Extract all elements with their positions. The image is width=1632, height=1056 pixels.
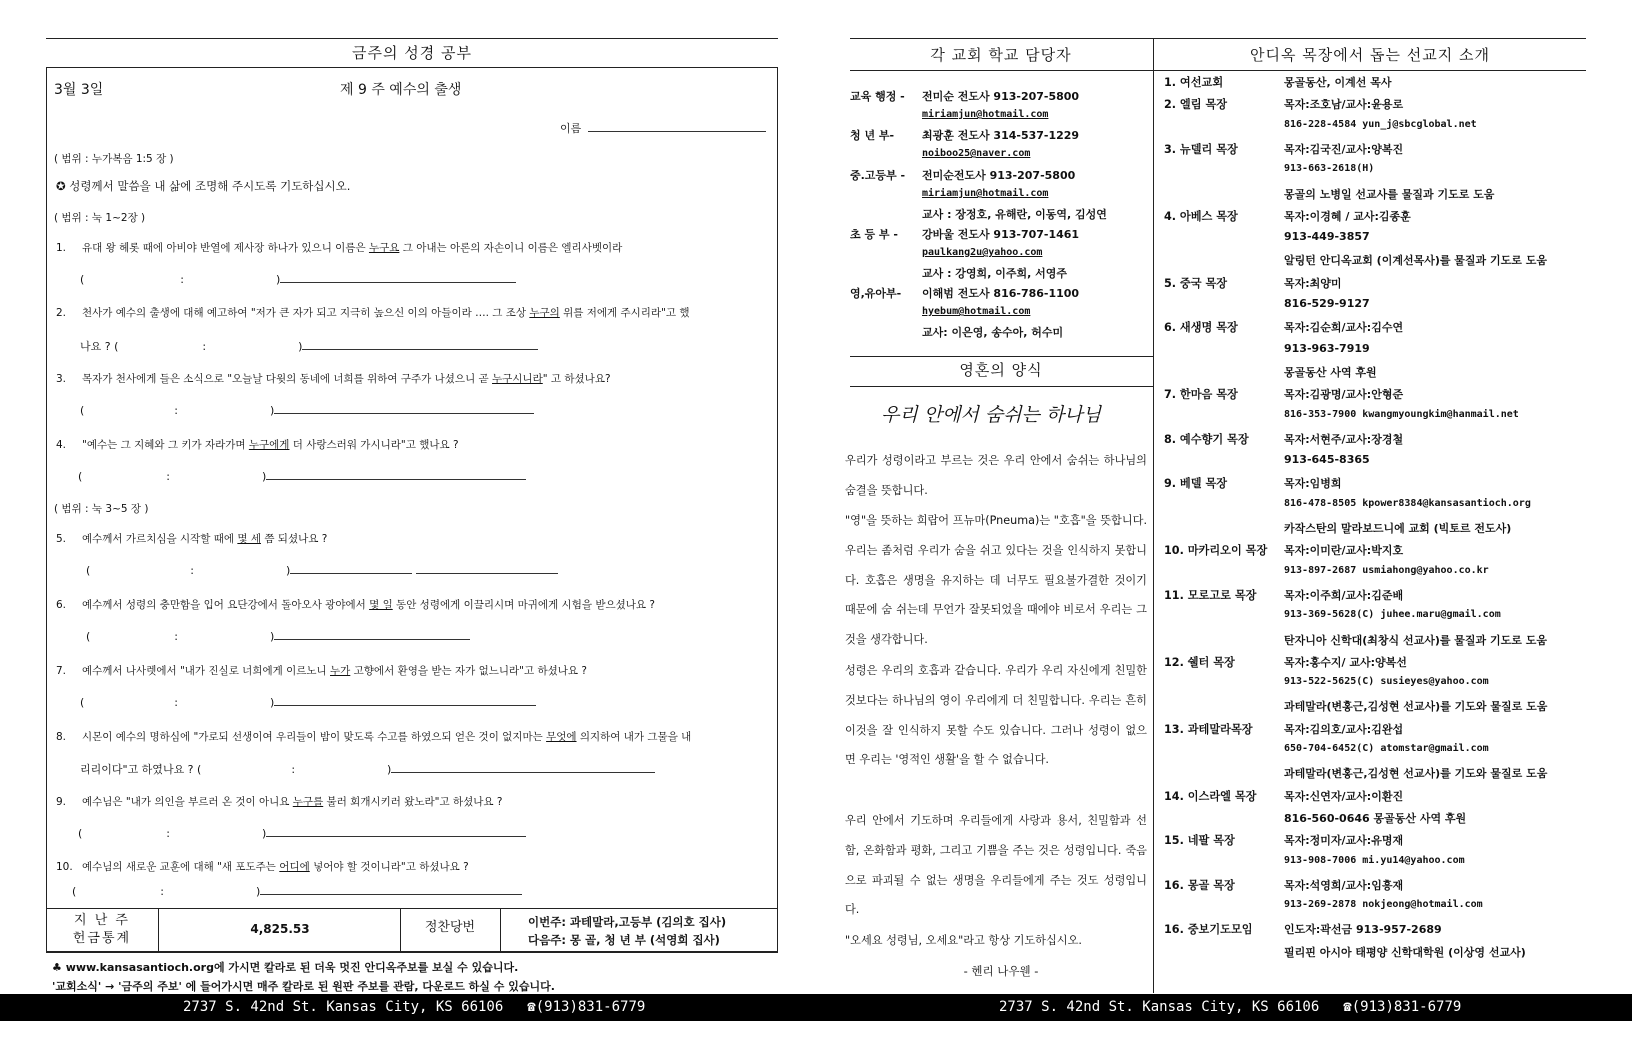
staff-email-highschool[interactable]: miriamjun@hotmail.com bbox=[922, 188, 1049, 199]
answer-8[interactable]: 리리이다"고 하였나요 ? ( : ) bbox=[80, 761, 655, 777]
website-note-1: ♣ www.kansasantioch.org에 가시면 칼라로 된 더욱 멋진 안디옥주보를 보실 수 있습니다. bbox=[52, 961, 519, 974]
lesson-title: 제 9 주 예수의 출생 bbox=[340, 82, 462, 98]
mission-detail: 알링턴 안디옥교회 (이계선목사)를 물질과 기도로 도움 bbox=[1284, 254, 1547, 268]
mission-name: 5. 중국 목장 bbox=[1164, 276, 1228, 290]
question-3: 3. 목자가 천사에게 들은 소식으로 "오늘날 다윗의 동네에 너희를 위하여 구주가 나셨으니 곧 누구시니라" 고 하셨나요? bbox=[56, 373, 611, 385]
question-9: 9. 예수님은 "내가 의인을 부르러 온 것이 아니요 누구를 불러 회개시키러 왔노라"고 하셨나요 ? bbox=[56, 796, 503, 808]
mission-detail: 몽골동산 사역 후원 bbox=[1284, 365, 1377, 379]
devotion-paragraph-4: 우리 안에서 기도하며 우리들에게 사랑과 용서, 친밀함과 선함, 온화함과 평화, 그리고 기쁨을 주는 것은 성령입니다. 죽음으로 파괴될 수 없는 생명을 우리들에게 주는 것도 성령입니다. bbox=[845, 814, 1147, 917]
answer-7[interactable]: ( : ) bbox=[80, 695, 536, 709]
mission-name: 11. 모로고로 목장 bbox=[1164, 588, 1257, 602]
staff-header: 각 교회 학교 담당자 bbox=[930, 46, 1072, 64]
staff-teachers-elementary: 교사 : 강영희, 이주희, 서영주 bbox=[922, 267, 1067, 280]
lesson-date: 3월 3일 bbox=[54, 82, 104, 98]
mission-detail: 목자:신연자/교사:이환진 bbox=[1284, 789, 1404, 803]
phone-left: ☎(913)831-6779 bbox=[527, 999, 646, 1015]
mission-detail[interactable]: 650-704-6452(C) atomstar@gmail.com bbox=[1284, 743, 1489, 754]
question-10: 10. 예수님의 새로운 교훈에 대해 "새 포도주는 어디에 넣어야 할 것이니라"고 하셨나요 ? bbox=[56, 861, 469, 873]
mission-detail: 목자:이주희/교사:김준배 bbox=[1284, 588, 1404, 602]
answer-9[interactable]: ( : ) bbox=[78, 826, 526, 840]
answer-5[interactable]: ( : ) bbox=[86, 563, 558, 577]
website-note-2: '교회소식' → '금주의 주보' 에 들어가시면 매주 칼라로 된 원판 주보를 관람, 다운로드 하실 수 있습니다. bbox=[52, 980, 555, 993]
devotion-author: - 헨리 나우웬 - bbox=[963, 964, 1039, 978]
staff-row-youth: 청 년 부- 최광훈 전도사 314-537-1229 bbox=[850, 129, 1080, 142]
mission-detail: 913-663-2618(H) bbox=[1284, 163, 1375, 175]
left-top-rule bbox=[46, 38, 778, 39]
mission-detail: 목자:홍수지/ 교사:양복선 bbox=[1284, 655, 1407, 669]
mission-detail[interactable]: 913-522-5625(C) susieyes@yahoo.com bbox=[1284, 676, 1489, 688]
staff-teachers-highschool: 교사 : 장정호, 유해란, 이동역, 김성연 bbox=[922, 208, 1107, 221]
answer-3[interactable]: ( : ) bbox=[80, 403, 534, 417]
mission-detail: 목자:조호남/교사:윤용로 bbox=[1284, 98, 1404, 112]
address-left: 2737 S. 42nd St. Kansas City, KS 66106 ☎(913)831-6779 bbox=[183, 999, 646, 1015]
mission-name: 1. 여선교회 bbox=[1164, 76, 1224, 89]
question-1: 1. 유대 왕 헤롯 때에 아비야 반열에 제사장 하나가 있으니 이름은 누구요 그 아내는 아론의 자손이니 이름은 엘리사벳이라 bbox=[56, 242, 623, 254]
website-note bbox=[52, 958, 555, 996]
mission-name: 15. 네팔 목장 bbox=[1164, 834, 1235, 848]
staff-email-admin[interactable]: miriamjun@hotmail.com bbox=[922, 109, 1049, 120]
bible-study-box bbox=[46, 67, 778, 952]
mission-detail: 몽골동산, 이계선 목사 bbox=[1284, 76, 1392, 89]
devotion-header: 영혼의 양식 bbox=[959, 361, 1043, 379]
bible-study-header: 금주의 성경 공부 bbox=[352, 44, 472, 62]
question-8: 8. 시몬이 예수의 명하심에 "가로되 선생이여 우리들이 밤이 맞도록 수고를 하였으되 얻은 것이 없지마는 무엇에 의지하여 내가 그물을 내 bbox=[56, 731, 692, 743]
staff-row-infant: 영,유아부- 이해범 전도사 816-786-1100 bbox=[850, 287, 1080, 300]
staff-email-elementary[interactable]: paulkang2u@yahoo.com bbox=[922, 247, 1043, 258]
mission-detail: 목자:석영희/교사:임흥재 bbox=[1284, 878, 1404, 892]
staff-row-admin: 교육 행정 - 전미순 전도사 913-207-5800 bbox=[850, 90, 1080, 103]
mission-detail[interactable]: 913-369-5628(C) juhee.maru@gmail.com bbox=[1284, 609, 1501, 621]
mission-detail: 목자:김광명/교사:안형준 bbox=[1284, 388, 1404, 402]
staff-row-elementary: 초 등 부 - 강바울 전도사 913-707-1461 bbox=[850, 228, 1080, 241]
devotion-paragraph-2: "영"을 뜻하는 희랍어 프뉴마(Pneuma)는 "호흡"을 뜻합니다. 우리는 좀처럼 우리가 숨을 쉬고 있다는 것을 인식하지 못합니다. 호흡은 생명을 유지하는 데 너무도 필요불가결한 것이기 때문에 숨 쉬는데 무언가 잘못되었을 때에야 비로서 우리는 그것을 생각합니다. bbox=[845, 514, 1147, 647]
mission-name: 8. 예수향기 목장 bbox=[1164, 432, 1249, 446]
prayer-text: 성령께서 말씀을 내 삶에 조명해 주시도록 기도하십시오. bbox=[69, 179, 351, 193]
mission-detail: 과테말라(변홍근,김성현 선교사)를 기도와 물질로 도움 bbox=[1284, 767, 1548, 781]
devotion-paragraph-3: 성령은 우리의 호흡과 같습니다. 우리가 우리 자신에게 친밀한 것보다는 하나님의 영이 우리에게 더 친밀합니다. 우리는 흔히 이것을 잘 인식하지 못할 수도 있습니다. 그러나 성령이 없으면 우리는 '영적인 생활'을 할 수 없습니다. bbox=[845, 664, 1147, 767]
devotion-top-rule bbox=[850, 356, 1153, 357]
question-5: 5. 예수께서 가르치심을 시작할 때에 몇 세 쯤 되셨나요 ? bbox=[56, 533, 328, 545]
mission-detail: 카작스탄의 말라보드니에 교회 (빅토르 전도사) bbox=[1284, 522, 1512, 535]
mission-detail: 목자:임병희 bbox=[1284, 477, 1342, 491]
devotion-paragraph-5: "오세요 성령님, 오세요"라고 항상 기도하십시오. bbox=[845, 934, 1082, 947]
devotion-header-rule bbox=[850, 386, 1153, 387]
mission-name: 14. 이스라엘 목장 bbox=[1164, 789, 1257, 803]
mission-detail[interactable]: 816-353-7900 kwangmyoungkim@hanmail.net bbox=[1284, 408, 1519, 420]
range-2: ( 범위 : 눅 3~5 장 ) bbox=[54, 503, 149, 515]
name-field[interactable] bbox=[588, 131, 766, 132]
question-4: 4. "예수는 그 지혜와 그 키가 자라가며 누구에게 더 사랑스러워 가시니라"고 했나요 ? bbox=[56, 439, 459, 451]
mission-detail[interactable]: 913-897-2687 usmiahong@yahoo.co.kr bbox=[1284, 564, 1489, 576]
mission-name: 10. 마카리오이 목장 bbox=[1164, 544, 1268, 558]
mission-detail: 목자:김국진/교사:양복진 bbox=[1284, 142, 1404, 156]
mission-detail[interactable]: 816-228-4584 yun_j@sbcglobal.net bbox=[1284, 118, 1477, 130]
mission-name: 6. 새생명 목장 bbox=[1164, 321, 1238, 335]
name-label: 이름 bbox=[560, 122, 582, 135]
question-6: 6. 예수께서 성령의 충만함을 입어 요단강에서 돌아오사 광야에서 몇 일 동안 성령에게 이끌리시며 마귀에게 시험을 받으셨나요 ? bbox=[56, 599, 655, 611]
devotion-title: 우리 안에서 숨쉬는 하나님 bbox=[880, 404, 1101, 426]
mission-detail: 목자:최양미 bbox=[1284, 276, 1342, 290]
phone-right: ☎(913)831-6779 bbox=[1343, 999, 1462, 1015]
mission-detail: 목자:이경혜 / 교사:김종훈 bbox=[1284, 209, 1411, 223]
choir-duty-label: 정찬당번 bbox=[424, 920, 476, 935]
question-7: 7. 예수께서 나사렛에서 "내가 진실로 너희에게 이르노니 누가 고향에서 환영을 받는 자가 없느니라"고 하셨나요 ? bbox=[56, 665, 587, 677]
mission-detail: 목자:김순희/교사:김수연 bbox=[1284, 321, 1404, 335]
footer-bar bbox=[0, 994, 1632, 1021]
left-bottom-rule bbox=[46, 952, 778, 953]
mission-detail: 목자:김의호/교사:김완섭 bbox=[1284, 722, 1404, 736]
mission-detail: 목자:이미란/교사:박지호 bbox=[1284, 544, 1404, 558]
mission-detail: 816-560-0646 몽골동산 사역 후원 bbox=[1284, 811, 1467, 825]
prayer-bullet-icon: ✪ bbox=[56, 179, 66, 193]
mission-detail[interactable]: 816-478-8505 kpower8384@kansasantioch.org bbox=[1284, 497, 1531, 509]
staff-teachers-infant: 교사: 이은영, 송수아, 허수미 bbox=[922, 326, 1064, 339]
mission-detail: 913-449-3857 bbox=[1284, 230, 1370, 244]
mission-name: 7. 한마음 목장 bbox=[1164, 388, 1238, 402]
answer-2[interactable]: 나요 ? ( : ) bbox=[80, 338, 538, 354]
mission-name: 12. 쉘터 목장 bbox=[1164, 655, 1235, 669]
mission-detail: 탄자니아 신학대(최창식 선교사)를 물질과 기도로 도움 bbox=[1284, 633, 1547, 647]
stats-divider-3 bbox=[500, 908, 501, 952]
mission-detail: 816-529-9127 bbox=[1284, 297, 1370, 310]
mission-detail: 913-645-8365 bbox=[1284, 453, 1370, 467]
right-column-divider bbox=[1153, 38, 1154, 993]
duty-schedule: 이번주: 과테말라,고등부 (김의호 집사) 다음주: 몽 골, 청 년 부 (석영희 집사) bbox=[528, 915, 727, 947]
staff-email-infant[interactable]: hyebum@hotmail.com bbox=[922, 306, 1031, 317]
mission-name: 16. 중보기도모임 bbox=[1164, 923, 1253, 937]
devotion-paragraph-1: 우리가 성령이라고 부르는 것은 우리 안에서 숨쉬는 하나님의 숨결을 뜻합니다. bbox=[845, 454, 1147, 497]
stats-label: 지 난 주 헌금통계 bbox=[72, 913, 132, 946]
mission-name: 13. 과테말라목장 bbox=[1164, 722, 1253, 736]
mission-detail: 목자:서현주/교사:장경철 bbox=[1284, 432, 1404, 446]
answer-6[interactable]: ( : ) bbox=[86, 629, 470, 643]
mission-name: 3. 뉴델리 목장 bbox=[1164, 142, 1238, 156]
answer-10[interactable]: ( : ) bbox=[72, 884, 522, 898]
prayer-line bbox=[56, 178, 350, 194]
mission-name: 2. 엘림 목장 bbox=[1164, 98, 1228, 112]
range-1: ( 범위 : 눅 1~2장 ) bbox=[54, 212, 146, 224]
question-2: 2. 천사가 예수의 출생에 대해 예고하여 "저가 큰 자가 되고 지극히 높으신 이의 아들이라 …. 그 조상 누구의 위를 저에게 주시리라"고 했 bbox=[56, 307, 690, 319]
right-header-rule bbox=[850, 70, 1586, 71]
address-right: 2737 S. 42nd St. Kansas City, KS 66106 ☎(913)831-6779 bbox=[999, 999, 1462, 1015]
mission-name: 16. 몽골 목장 bbox=[1164, 878, 1235, 892]
mission-detail: 과테말라(변홍근,김성현 선교사)를 기도와 물질로 도움 bbox=[1284, 700, 1548, 714]
mission-detail: 913-963-7919 bbox=[1284, 341, 1370, 355]
mission-detail: 목자:정미자/교사:유명재 bbox=[1284, 834, 1404, 848]
answer-1[interactable]: ( : ) bbox=[80, 272, 516, 286]
mission-detail[interactable]: 913-908-7006 mi.yu14@yahoo.com bbox=[1284, 854, 1465, 866]
mission-name: 4. 아베스 목장 bbox=[1164, 209, 1238, 223]
staff-row-highschool: 중.고등부 - 전미순전도사 913-207-5800 bbox=[850, 169, 1076, 182]
staff-email-youth[interactable]: noiboo25@naver.com bbox=[922, 148, 1031, 159]
mission-detail: 필리핀 아시아 태평양 신학대학원 (이상영 선교사) bbox=[1284, 945, 1526, 959]
stats-divider-1 bbox=[158, 908, 159, 952]
mission-detail[interactable]: 913-269-2878 nokjeong@hotmail.com bbox=[1284, 899, 1483, 911]
range-intro: ( 범위 : 누가복음 1:5 장 ) bbox=[54, 153, 174, 165]
missions-header: 안디옥 목장에서 돕는 선교지 소개 bbox=[1250, 46, 1490, 64]
answer-4[interactable]: ( : ) bbox=[78, 469, 526, 483]
right-top-rule bbox=[850, 38, 1586, 39]
mission-detail: 인도자:곽선금 913-957-2689 bbox=[1284, 923, 1442, 937]
offering-amount: 4,825.53 bbox=[250, 922, 310, 936]
stats-divider-2 bbox=[400, 908, 401, 952]
mission-name: 9. 베델 목장 bbox=[1164, 477, 1228, 491]
mission-detail: 몽골의 노병일 선교사를 물질과 기도로 도움 bbox=[1284, 187, 1495, 201]
